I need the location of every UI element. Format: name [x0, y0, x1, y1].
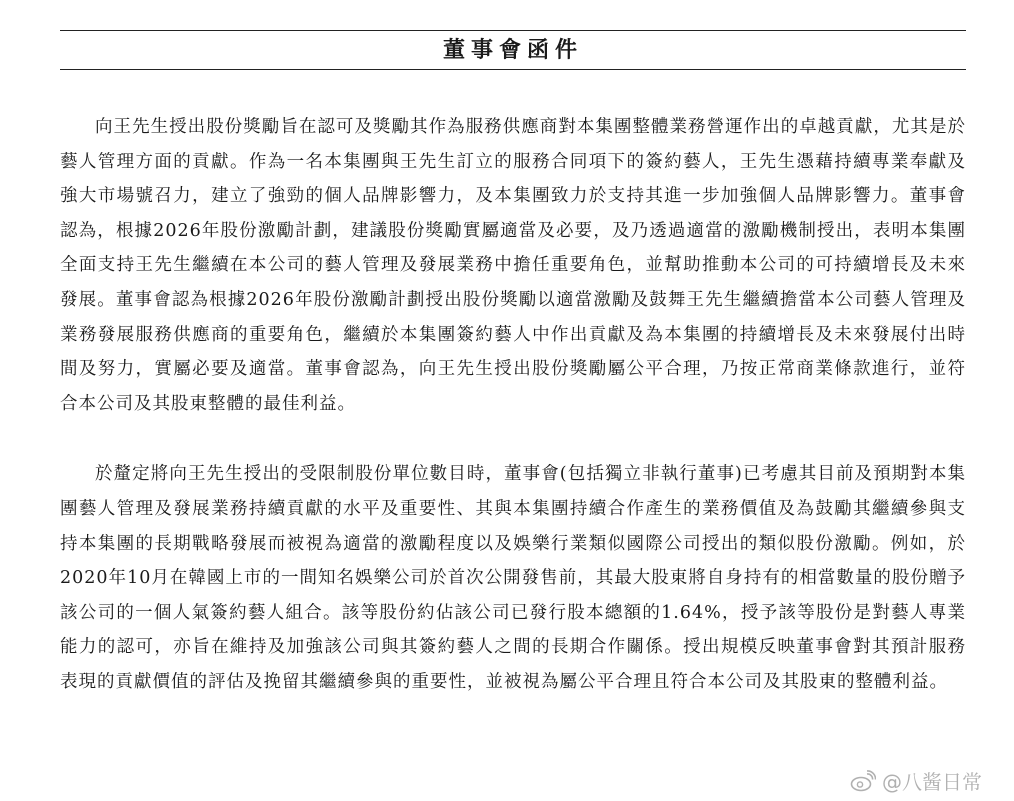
- letter-body: [60, 110, 966, 700]
- document-page: [60, 30, 966, 700]
- paragraph-1: 向王先生授出股份獎勵旨在認可及獎勵其作為服務供應商對本集團整體業務營運作出的卓越貢獻，尤其是於藝人管理方面的貢獻。作為一名本集團與王先生訂立的服務合同項下的簽約藝人，王先生憑藉持續專業奉獻及強大市場號召力，建立了強勁的個人品牌影響力，及本集團致力於支持其進一步加強個人品牌影響力。董事會認為，根據2026年股份激勵計劃，建議股份獎勵實屬適當及必要，及乃透過適當的激勵機制授出，表明本集團全面支持王先生繼續在本公司的藝人管理及發展業務中擔任重要角色，並幫助推動本公司的可持續增長及未來發展。董事會認為根據2026年股份激勵計劃授出股份獎勵以適當激勵及鼓舞王先生繼續擔當本公司藝人管理及業務發展服務供應商的重要角色，繼續於本集團簽約藝人中作出貢獻及為本集團的持續增長及未來發展付出時間及努力，實屬必要及適當。董事會認為，向王先生授出股份獎勵屬公平合理，乃按正常商業條款進行，並符合本公司及其股東整體的最佳利益。: [60, 117, 966, 414]
- watermark: [850, 766, 982, 795]
- watermark-text: @八酱日常: [882, 770, 982, 794]
- bottom-rule: [60, 69, 966, 70]
- weibo-icon: [850, 770, 876, 792]
- page-title: 董事會函件: [442, 37, 583, 63]
- paragraph-2: 於釐定將向王先生授出的受限制股份單位數目時，董事會(包括獨立非執行董事)已考慮其目前及預期對本集團藝人管理及發展業務持續貢獻的水平及重要性、其與本集團持續合作產生的業務價值及為鼓勵其繼續參與支持本集團的長期戰略發展而被視為適當的激勵程度以及娛樂行業類似國際公司授出的類似股份激勵。例如，於2020年10月在韓國上市的一間知名娛樂公司於首次公開發售前，其最大股東將自身持有的相當數量的股份贈予該公司的一個人氣簽約藝人組合。該等股份約佔該公司已發行股本總額的1.64%，授予該等股份是對藝人專業能力的認可，亦旨在維持及加強該公司與其簽約藝人之間的長期合作關係。授出規模反映董事會對其預計服務表現的貢獻價值的評估及挽留其繼續參與的重要性，並被視為屬公平合理且符合本公司及其股東的整體利益。: [60, 464, 966, 692]
